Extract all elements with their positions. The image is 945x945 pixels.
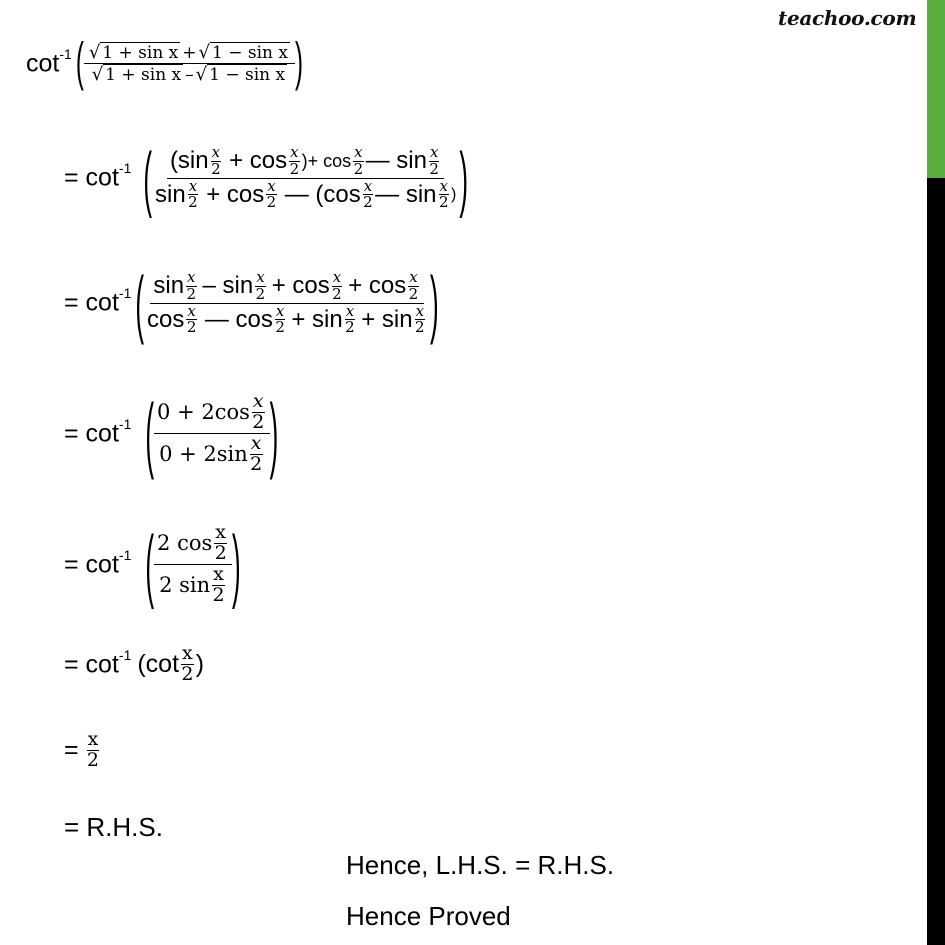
eq-prefix: = $\cot^{-1}$ <box>64 160 132 192</box>
equation-line-2: = $\cot^{-1}$ ( (sin x 2 + cos x 2 )+ cos x 2 — sin x 2 sin x 2 + cos x 2 — (cos x 2 — sin x 2 ) ) <box>64 136 468 220</box>
conclusion-line-2: Hence Proved <box>346 901 511 931</box>
equation-line-6: = $\cot^{-1}$ (cot x 2 ) <box>64 642 205 685</box>
equation-line-1: $\cot^{-1}$ ( √ 1 + sin x + √ 1 − sin x √ 1 + sin x – √ 1 − sin x ) <box>26 32 303 93</box>
eq-prefix: = $\cot^{-1}$ <box>64 646 132 679</box>
equation-line-8: = R.H.S. <box>64 812 163 842</box>
brand-logo: teachoo.com <box>778 6 917 30</box>
conclusion-line-1: Hence, L.H.S. = R.H.S. <box>346 850 615 880</box>
eq-prefix: = $\cot^{-1}$ <box>64 285 132 317</box>
eq-prefix: = $\cot^{-1}$ <box>64 415 132 448</box>
equation-line-5: = $\cot^{-1}$ ( 2 cos x 2 2 sin x 2 ) <box>64 517 241 611</box>
fraction: 2 cos x 2 2 sin x 2 <box>154 523 232 606</box>
fraction: √ 1 + sin x + √ 1 − sin x √ 1 + sin x – √ 1 − sin x <box>84 42 295 85</box>
eq-prefix: = $\cot^{-1}$ <box>64 546 132 579</box>
equation-line-7: = $\frac{x}{2}$ <box>64 728 100 771</box>
equation-line-3: = $\cot^{-1}$ ( sin x 2 – sin x 2 + cos x 2 + cos x 2 cos x 2 — cos x 2 + sin x 2 + sin x 2 ) <box>64 259 439 347</box>
equation-line-4: = $\cot^{-1}$ ( 0 + 2cos x 2 0 + 2sin x 2 ) <box>64 385 279 482</box>
sidebar-accent <box>927 0 945 178</box>
fraction: (sin x 2 + cos x 2 )+ cos x 2 — sin x 2 sin x 2 + cos x 2 — (cos x 2 — sin x 2 ) <box>155 143 457 212</box>
fraction: sin x 2 – sin x 2 + cos x 2 + cos x 2 cos x 2 — cos x 2 + sin x 2 + sin x 2 <box>147 268 425 337</box>
fraction: 0 + 2cos x 2 0 + 2sin x 2 <box>154 392 270 475</box>
lhs-prefix: $\cot^{-1}$ <box>26 45 72 78</box>
